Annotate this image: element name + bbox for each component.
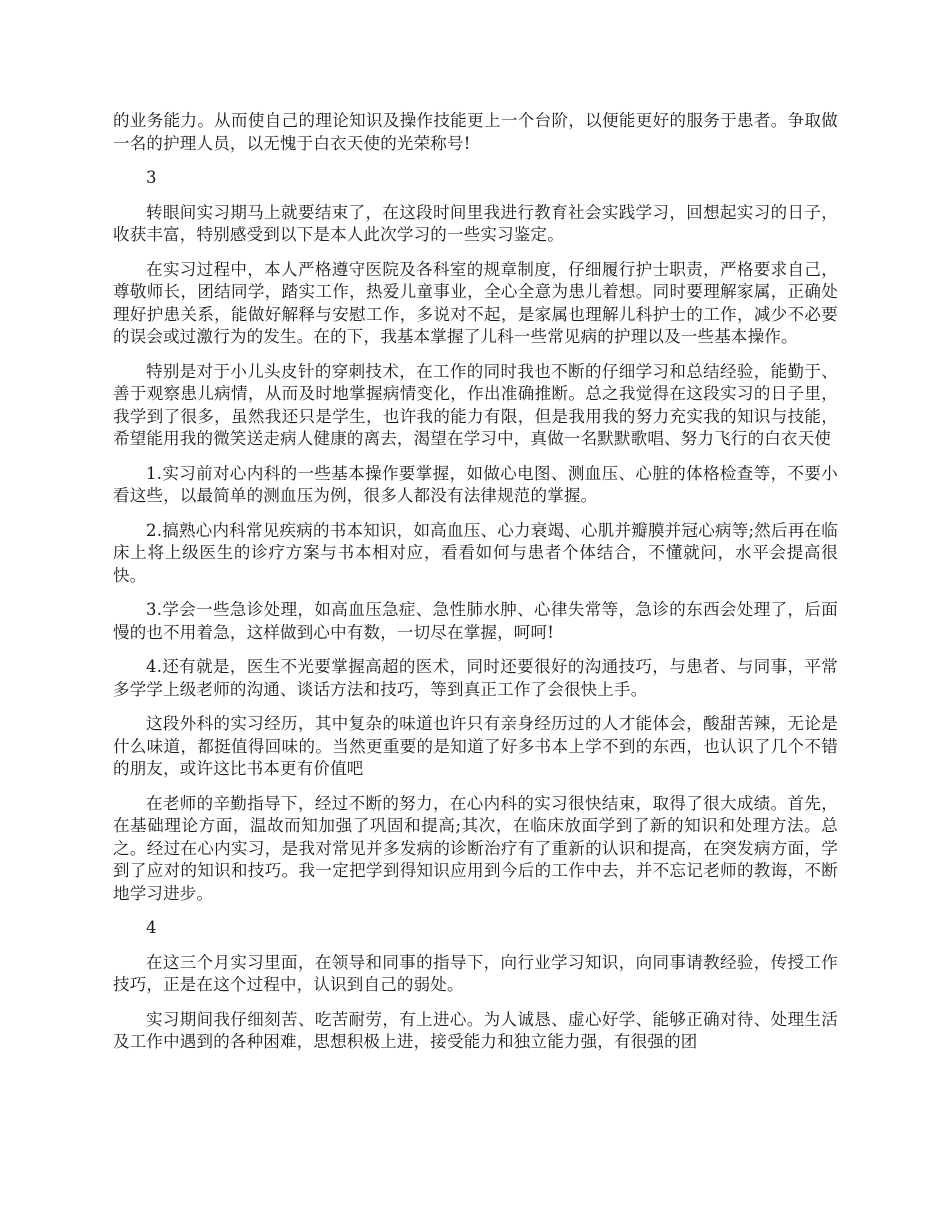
paragraph: 实习期间我仔细刻苦、吃苦耐劳，有上进心。为人诚恳、虚心好学、能够正确对待、处理生活及工作中遇到的各种困难，思想积极上进，接受能力和独立能力强，有很强的团 xyxy=(113,1009,838,1051)
paragraph: 转眼间实习期马上就要结束了，在这段时间里我进行教育社会实践学习，回想起实习的日子，收获丰富，特别感受到以下是本人此次学习的一些实习鉴定。 xyxy=(113,202,838,244)
paragraph: 在实习过程中，本人严格遵守医院及各科室的规章制度，仔细履行护士职责，严格要求自己，尊敬师长，团结同学，踏实工作，热爱儿童事业，全心全意为患儿着想。同时要理解家属，正确处理好护患关系，能做好解释与安慰工作，多说对不起，是家属也理解儿科护士的工作，减少不必要的误会或过激行为的发生。在的下，我基本掌握了儿科一些常见病的护理以及一些基本操作。 xyxy=(113,259,838,346)
list-item: 1.实习前对心内科的一些基本操作要掌握，如做心电图、测血压、心脏的体格检查等，不要小看这些，以最简单的测血压为例，很多人都没有法律规范的掌握。 xyxy=(113,463,838,505)
section-number: 4 xyxy=(146,918,157,937)
document-page xyxy=(113,110,838,1066)
paragraph: 的业务能力。从而使自己的理论知识及操作技能更上一个台阶，以便能更好的服务于患者。争取做一名的护理人员，以无愧于白衣天使的光荣称号! xyxy=(113,111,838,153)
paragraph: 在老师的辛勤指导下，经过不断的努力，在心内科的实习很快结束，取得了很大成绩。首先，在基础理论方面，温故而知加强了巩固和提高;其次，在临床放面学到了新的知识和处理方法。总之。经过在心内实习，是我对常见并多发病的诊断治疗有了重新的认识和提高，在突发病方面，学到了应对的知识和技巧。我一定把学到得知识应用到今后的工作中去，并不忘记老师的教诲，不断地学习进步。 xyxy=(113,793,838,903)
list-item: 2.搞熟心内科常见疾病的书本知识，如高血压、心力衰竭、心肌并瓣膜并冠心病等;然后再在临床上将上级医生的诊疗方案与书本相对应，看看如何与患者个体结合，不懂就问，水平会提高很快。 xyxy=(113,520,838,585)
paragraph: 在这三个月实习里面，在领导和同事的指导下，向行业学习知识，向同事请教经验，传授工作技巧，正是在这个过程中，认识到自己的弱处。 xyxy=(113,952,838,994)
section-number: 3 xyxy=(146,168,157,187)
list-item: 3.学会一些急诊处理，如高血压急症、急性肺水肿、心律失常等，急诊的东西会处理了，后面慢的也不用着急，这样做到心中有数，一切尽在掌握，呵呵! xyxy=(113,600,838,642)
paragraph: 特别是对于小儿头皮针的穿刺技术，在工作的同时我也不断的仔细学习和总结经验，能勤于、善于观察患儿病情，从而及时地掌握病情变化，作出准确推断。总之我觉得在这段实习的日子里，我学到了很多，虽然我还只是学生，也许我的能力有限，但是我用我的努力充实我的知识与技能，希望能用我的微笑送走病人健康的离去，渴望在学习中，真做一名默默歌唱、努力飞行的白衣天使 xyxy=(113,361,838,448)
paragraph: 这段外科的实习经历，其中复杂的味道也许只有亲身经历过的人才能体会，酸甜苦辣，无论是什么味道，都挺值得回味的。当然更重要的是知道了好多书本上学不到的东西，也认识了几个不错的朋友，或许这比书本更有价值吧 xyxy=(113,714,838,778)
list-item: 4.还有就是，医生不光要掌握高超的医术，同时还要很好的沟通技巧，与患者、与同事，平常多学学上级老师的沟通、谈话方法和技巧，等到真正工作了会很快上手。 xyxy=(113,657,838,699)
